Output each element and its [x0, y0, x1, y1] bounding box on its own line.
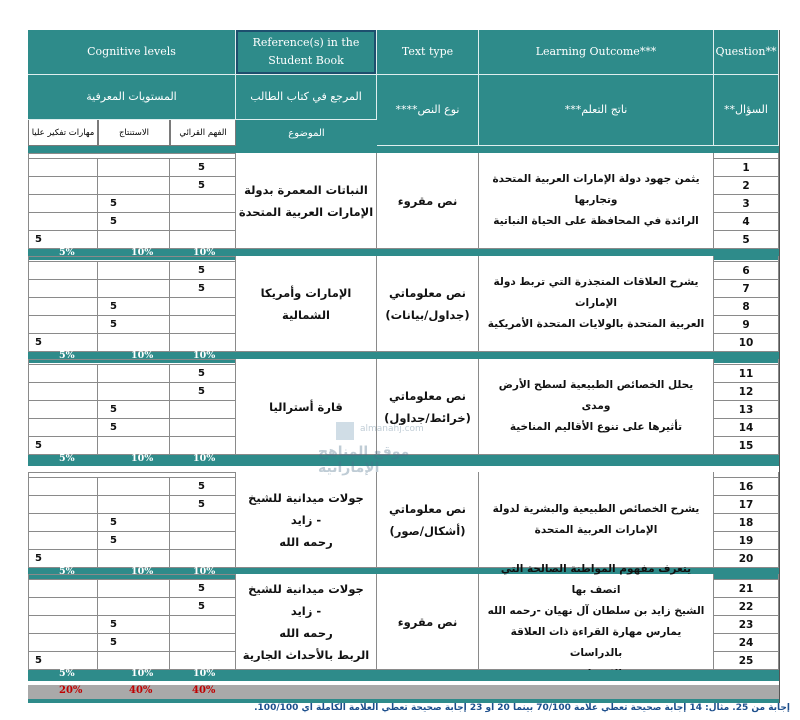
summary-critical: 5%: [59, 247, 75, 258]
watermark-url: almanahj.com: [360, 424, 424, 434]
summary-critical: 5%: [59, 566, 75, 577]
question-number: 2: [714, 177, 779, 195]
critical-cell: [28, 401, 98, 419]
text-type-cell: نص مقروء: [377, 574, 479, 670]
total-reading: 40%: [192, 685, 216, 696]
reading-cell: 5: [170, 365, 236, 383]
question-number: 22: [714, 598, 779, 616]
section-spacer: [28, 256, 236, 262]
subheader-reading: [170, 120, 236, 146]
question-number: 1: [714, 159, 779, 177]
summary-critical: 5%: [59, 668, 75, 679]
critical-cell: [28, 383, 98, 401]
header-reference-ar-text: المرجع في كتاب الطالب: [250, 90, 362, 103]
inference-cell: [98, 580, 170, 598]
critical-cell: [28, 598, 98, 616]
reading-cell: [170, 298, 236, 316]
question-number: 12: [714, 383, 779, 401]
subheader-inference: [98, 120, 170, 146]
learning-outcome-cell: يثمن جهود دولة الإمارات العربية المتحدة وتجاربها الرائدة في المحافظة على الحياة النباتية: [479, 153, 714, 249]
question-number: 5: [714, 231, 779, 249]
critical-cell: [28, 514, 98, 532]
header-reference-en-text: Reference(s) in the Student Book: [252, 36, 360, 67]
question-number: 25: [714, 652, 779, 670]
summary-reading: 10%: [193, 350, 216, 361]
section-spacer: [28, 472, 236, 478]
header-texttype-en: [377, 30, 479, 75]
inference-cell: 5: [98, 401, 170, 419]
inference-cell: 5: [98, 634, 170, 652]
question-number: 23: [714, 616, 779, 634]
critical-cell: [28, 298, 98, 316]
section-spacer: [714, 574, 779, 580]
header-texttype-ar-text: ****نوع النص: [395, 103, 460, 116]
section-spacer: [714, 153, 779, 159]
header-outcome-ar: [479, 75, 714, 146]
subheader-inference-text: الاستنتاج: [118, 127, 150, 138]
reading-cell: 5: [170, 262, 236, 280]
question-number: 19: [714, 532, 779, 550]
text-type-cell: نص معلوماتي (أشكال/صور): [377, 472, 479, 568]
topic-cell: جولات ميدانية للشيخ زايد - رحمه الله الربط بالأحداث الجارية: [236, 574, 377, 670]
reading-cell: [170, 401, 236, 419]
reading-cell: [170, 616, 236, 634]
reading-cell: [170, 316, 236, 334]
subheader-critical-text: مهارات تفكير عليا: [31, 127, 95, 138]
question-number: 10: [714, 334, 779, 352]
topic-cell: النباتات المعمرة بدولة الإمارات العربية المتحدة: [236, 153, 377, 249]
summary-inference: 10%: [131, 350, 154, 361]
header-cognitive-ar: [28, 75, 236, 120]
summary-reading: 10%: [193, 566, 216, 577]
summary-reading: 10%: [193, 247, 216, 258]
critical-cell: [28, 316, 98, 334]
header-outcome-en: [479, 30, 714, 75]
header-cognitive-ar-text: المستويات المعرفية: [86, 90, 177, 103]
question-number: 3: [714, 195, 779, 213]
text-type-cell: نص مقروء: [377, 153, 479, 249]
reading-cell: [170, 532, 236, 550]
reading-cell: 5: [170, 280, 236, 298]
watermark-logo: [318, 418, 458, 478]
question-number: 18: [714, 514, 779, 532]
topic-cell: جولات ميدانية للشيخ زايد - رحمه الله: [236, 472, 377, 568]
question-number: 9: [714, 316, 779, 334]
summary-critical: 5%: [59, 453, 75, 464]
question-number: 13: [714, 401, 779, 419]
question-number: 6: [714, 262, 779, 280]
summary-critical: 5%: [59, 350, 75, 361]
subheader-topic-text: الموضوع: [288, 127, 325, 139]
text-type-cell: نص معلوماتي (خرائط/جداول): [377, 359, 479, 455]
critical-cell: [28, 213, 98, 231]
summary-inference: 10%: [131, 668, 154, 679]
critical-cell: [28, 634, 98, 652]
watermark-name: موقع المناهج الإماراتية: [318, 444, 410, 476]
question-number: 20: [714, 550, 779, 568]
section-summary-row: [28, 670, 779, 681]
question-number: 14: [714, 419, 779, 437]
subheader-critical: [28, 120, 98, 146]
section-spacer: [28, 153, 236, 159]
learning-outcome-cell: يشرح الخصائص الطبيعية والبشرية لدولة الإمارات العربية المتحدة: [479, 472, 714, 568]
header-question-en: [714, 30, 779, 75]
inference-cell: 5: [98, 316, 170, 334]
inference-cell: 5: [98, 419, 170, 437]
critical-cell: 5: [28, 437, 98, 455]
section-spacer: [28, 574, 236, 580]
reading-cell: 5: [170, 383, 236, 401]
inference-cell: 5: [98, 616, 170, 634]
inference-cell: 5: [98, 195, 170, 213]
totals-row: [28, 685, 779, 699]
section-spacer: [714, 256, 779, 262]
reading-cell: 5: [170, 478, 236, 496]
text-type-cell: نص معلوماتي (جداول/بيانات): [377, 256, 479, 352]
inference-cell: [98, 365, 170, 383]
question-number: 11: [714, 365, 779, 383]
critical-cell: [28, 532, 98, 550]
inference-cell: [98, 262, 170, 280]
section-spacer: [714, 472, 779, 478]
critical-cell: [28, 159, 98, 177]
footer-note: إجابة من 25. مثال: 14 إجابة صحيحة تعطي علامة 70/100 بينما 20 أو 23 إجابة صحيحة تعطي العلامة الكاملة أي 100/100.: [254, 703, 790, 713]
critical-cell: 5: [28, 550, 98, 568]
question-number: 7: [714, 280, 779, 298]
question-number: 4: [714, 213, 779, 231]
header-outcome-en-text: Learning Outcome***: [535, 45, 657, 58]
reading-cell: [170, 634, 236, 652]
watermark-emblem-icon: [336, 422, 354, 440]
inference-cell: 5: [98, 213, 170, 231]
critical-cell: 5: [28, 231, 98, 249]
inference-cell: [98, 478, 170, 496]
reading-cell: 5: [170, 580, 236, 598]
critical-cell: [28, 496, 98, 514]
header-question-ar-text: **السؤال: [724, 103, 768, 116]
reading-cell: [170, 195, 236, 213]
topic-cell: قارة أستراليا: [236, 359, 377, 455]
critical-cell: 5: [28, 334, 98, 352]
header-separator: [28, 146, 779, 153]
topic-cell: الإمارات وأمريكا الشمالية: [236, 256, 377, 352]
critical-cell: [28, 478, 98, 496]
inference-cell: 5: [98, 532, 170, 550]
critical-cell: [28, 580, 98, 598]
inference-cell: [98, 383, 170, 401]
inference-cell: [98, 598, 170, 616]
inference-cell: [98, 177, 170, 195]
reading-cell: 5: [170, 177, 236, 195]
header-texttype-en-text: Text type: [401, 45, 454, 58]
summary-inference: 10%: [131, 247, 154, 258]
summary-reading: 10%: [193, 453, 216, 464]
critical-cell: [28, 616, 98, 634]
question-number: 17: [714, 496, 779, 514]
critical-cell: [28, 195, 98, 213]
header-question-ar: [714, 75, 779, 146]
reading-cell: 5: [170, 159, 236, 177]
critical-cell: [28, 419, 98, 437]
inference-cell: 5: [98, 298, 170, 316]
header-cognitive-en: [28, 30, 236, 75]
inference-cell: [98, 280, 170, 298]
subheader-topic: [236, 120, 377, 146]
page-right-edge: [779, 30, 800, 703]
critical-cell: [28, 177, 98, 195]
header-question-en-text: Question**: [715, 45, 777, 58]
inference-cell: [98, 496, 170, 514]
reading-cell: 5: [170, 496, 236, 514]
header-reference-en: [236, 30, 377, 75]
learning-outcome-cell: يحلل الخصائص الطبيعية لسطح الأرض ومدى تأثيرها على تنوع الأقاليم المناخية: [479, 359, 714, 455]
reading-cell: 5: [170, 598, 236, 616]
question-number: 21: [714, 580, 779, 598]
reading-cell: [170, 213, 236, 231]
reading-cell: [170, 514, 236, 532]
inference-cell: [98, 159, 170, 177]
inference-cell: 5: [98, 514, 170, 532]
header-reference-ar: [236, 75, 377, 120]
question-number: 15: [714, 437, 779, 455]
reading-cell: [170, 419, 236, 437]
section-spacer: [28, 359, 236, 365]
total-inference: 40%: [129, 685, 153, 696]
header-outcome-ar-text: ***ناتج التعلم: [564, 103, 628, 116]
learning-outcome-cell: يشرح العلاقات المتجذرة التي تربط دولة الإمارات العربية المتحدة بالولايات المتحدة الأمريكية: [479, 256, 714, 352]
header-texttype-ar: [377, 75, 479, 146]
section-spacer: [714, 359, 779, 365]
learning-outcome-cell: اتصف بها الشيخ زايد بن سلطان آل نهيان -رحمه الله يمارس مهارة القراءة ذات العلاقة بالدراسات: [479, 574, 714, 670]
total-critical: 20%: [59, 685, 83, 696]
critical-cell: [28, 262, 98, 280]
critical-cell: [28, 280, 98, 298]
question-number: 24: [714, 634, 779, 652]
summary-inference: 10%: [131, 566, 154, 577]
question-number: 16: [714, 478, 779, 496]
summary-reading: 10%: [193, 668, 216, 679]
summary-inference: 10%: [131, 453, 154, 464]
header-cognitive-en-text: Cognitive levels: [87, 45, 176, 58]
question-number: 8: [714, 298, 779, 316]
critical-cell: [28, 365, 98, 383]
subheader-reading-text: الفهم القرائي: [179, 127, 227, 138]
critical-cell: 5: [28, 652, 98, 670]
